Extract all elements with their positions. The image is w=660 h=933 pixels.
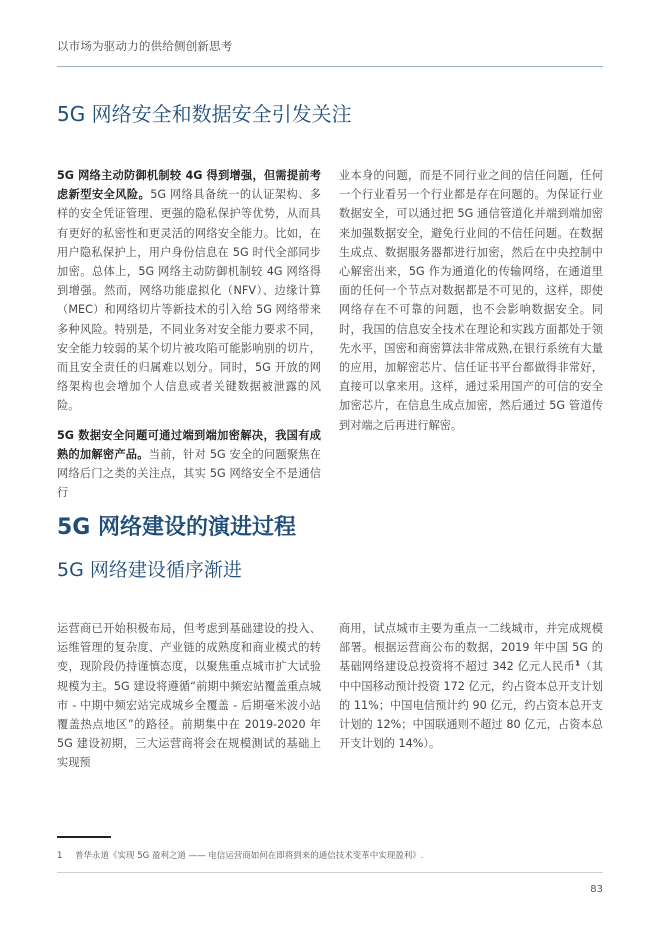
column-right-security (339, 166, 603, 445)
paragraph-text: 业本身的问题，而是不同行业之间的信任问题，任何一个行业看另一个行业都是存在问题的。为保证行业数据安全，可以通过把 5G 通信管道化并端到端加密来加强数据安全，避免行业间的不信任问题。在数据生成点、数据服务器都进行加密，然后在中央控制中心解密出来，5G 作为通道化的传输网络，在通道里面的任何一个节点对数据都是不可见的，这样，即使网络存在不可靠的问题，也不会影响数据安全。同时，我国的信息安全技术在理论和实践方面都处于领先水平，国密和商密算法非常成熟,在银行系统有大量的应用，加解密芯片、信任证书平台都做得非常好，直接可以拿来用。这样，通过采用国产的可信的安全加密芯片，在信息生成点加密，然后通过 5G 管道传到对端之后再进行解密。 (339, 169, 603, 432)
paragraph-lead: 5G 数据安全问题可通过端到端加密解决，我国有成熟的加解密产品。 (57, 428, 321, 461)
paragraph (57, 426, 321, 503)
running-header: 以市场为驱动力的供给侧创新思考 (57, 39, 233, 53)
footer-divider (57, 872, 603, 873)
footnote-number: 1 (57, 851, 63, 861)
paragraph-text: 商用，试点城市主要为重点一二线城市，并完成规模部署。根据运营商公布的数据，2019 年中国 5G 的基础网络建设总投资将不超过 342 亿元人民币 (339, 622, 603, 674)
footnote-divider (57, 836, 111, 838)
paragraph-text: 运营商已开始积极布局，但考虑到基础建设的投入、运维管理的复杂度、产业链的成熟度和商业模式的转变，现阶段仍持谨慎态度，以聚焦重点城市扩大试验规模为主。5G 建设将遵循“前期中频宏站覆盖重点城市 - 中期中频宏站完成城乡全覆盖 - 后期毫米波小站覆盖热点地区”的路径。前期集中在 2019-2020 年 5G 建设初期，三大运营商将会在规模测试的基础上实现预 (57, 622, 321, 770)
footnote-text: 普华永道《实现 5G 盈利之道 —— 电信运营商如何在即将到来的通信技术变革中实现盈利》. (75, 851, 424, 861)
paragraph-text: （其中中国移动预计投资 172 亿元，约占资本总开支计划的 11%；中国电信预计约 90 亿元，约占资本总开支计划的 12%；中国联通则不超过 80 亿元，占资本总开支计划的 14%）。 (339, 660, 603, 751)
paragraph (57, 166, 321, 416)
subsection-title: 5G 网络建设循序渐进 (57, 559, 242, 581)
paragraph-text: 5G 网络具备统一的认证架构、多样的安全凭证管理、更强的隐私保护等优势，从而具有更好的私密性和更灵活的网络安全能力。比如，在用户隐私保护上，用户身份信息在 5G 时代全部同步加密。总体上，5G 网络主动防御机制较 4G 网络得到增强。然而，网络功能虚拟化（NFV）、边缘计算（MEC）和网络切片等新技术的引入给 5G 网络带来多种风险。特别是，不同业务对安全能力要求不同，安全能力较弱的某个切片被攻陷可能影响别的切片，而且安全责任的归属难以划分。同时，5G 开放的网络架构也会增加个人信息或者关键数据被泄露的风险。 (57, 188, 321, 413)
page-number: 83 (590, 884, 603, 895)
footnote (57, 849, 424, 861)
column-left-security (57, 166, 321, 512)
section-title-security: 5G 网络安全和数据安全引发关注 (57, 102, 352, 126)
column-right-evolution (339, 619, 603, 763)
header-divider (57, 66, 603, 67)
section-title-network-evolution: 5G 网络建设的演进过程 (57, 515, 297, 540)
paragraph-text: 当前，针对 5G 安全的问题聚焦在网络后门之类的关注点，其实 5G 网络安全不是通信行 (57, 447, 321, 500)
footnote-reference: 1 (575, 659, 580, 668)
column-left-evolution (57, 619, 321, 783)
paragraph (339, 619, 603, 753)
paragraph-lead: 5G 网络主动防御机制较 4G 得到增强，但需提前考虑新型安全风险。 (57, 169, 321, 202)
